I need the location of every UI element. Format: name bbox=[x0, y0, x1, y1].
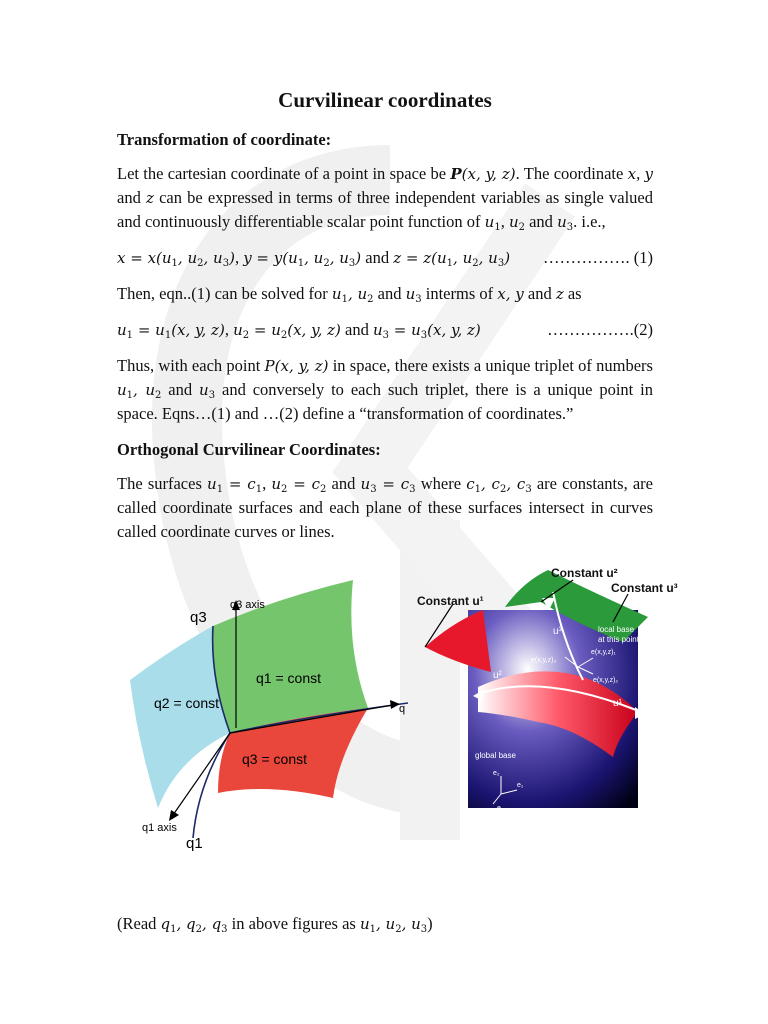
label-q3-axis: q3 axis bbox=[230, 599, 265, 611]
paragraph-solve: Then, eqn..(1) can be solved for $u_1$, $u_2$ and $u_3$ interms of x, y and z as bbox=[117, 284, 582, 305]
label-global-base: global base bbox=[475, 751, 516, 760]
label-u3: u³ bbox=[553, 626, 562, 637]
label-u2: u² bbox=[493, 670, 502, 681]
label-q: q bbox=[399, 703, 406, 715]
figure-caption: (Read $q_1$, $q_2$, $q_3$ in above figures as $u_1$, $u_2$, $u_3$) bbox=[117, 914, 433, 935]
label-e3-local: e(x,y,z)₃ bbox=[531, 657, 557, 664]
equation-2-ref: …………….(2) bbox=[547, 320, 653, 339]
paragraph-unique-triplet: Thus, with each point P(x, y, z) in space, there exists a unique triplet of numbers $u_1$, $u_2$ and $u_3$ and conversely to each such triplet, there is a unique point in space. Eqns…(1) and …(2) define a “transformation of coordinates.” bbox=[117, 356, 654, 423]
equation-1: $x = x(u_1$, $u_2$, $u_3$), $y = y(u_1$, $u_2$, $u_3$) and $z = z(u_1$, $u_2$, $u_3$) ……………. (1) bbox=[117, 248, 653, 269]
label-at-this-point: at this point bbox=[598, 635, 639, 644]
label-u1: u¹ bbox=[613, 698, 622, 709]
paragraph-transformation: Let the cartesian coordinate of a point in space be P(x, y, z). The coordinate x, y and z can be expressed in terms of three independent variables as single valued and continuously differentiable scalar point function of $u_1$, $u_2$ and $u_3$. i.e., bbox=[117, 164, 653, 233]
red-surface-left bbox=[425, 610, 491, 672]
label-constant-u2: Constant u² bbox=[551, 566, 618, 580]
document-body bbox=[117, 88, 653, 556]
heading-transformation: Transformation of coordinate: bbox=[117, 130, 332, 149]
label-e2-global: e₂ bbox=[493, 770, 500, 777]
label-local-base: local base bbox=[598, 625, 635, 634]
label-constant-u3: Constant u³ bbox=[611, 581, 678, 595]
paragraph-surfaces: The surfaces $u_1 = c_1$, $u_2 = c_2$ and $u_3 = c_3$ where $c_1$, $c_2$, $c_3$ are constants, are called coordinate surfaces and each plane of these surfaces intersect in curves called coordinate curves or lines. bbox=[117, 474, 653, 541]
label-q3: q3 bbox=[190, 609, 207, 626]
label-constant-u1: Constant u¹ bbox=[417, 594, 484, 608]
label-e3-global: e₃ bbox=[497, 805, 504, 812]
label-e1-local: e(x,y,z)₁ bbox=[591, 649, 616, 656]
label-q1-axis: q1 axis bbox=[142, 822, 177, 834]
label-e1-global: e₁ bbox=[517, 782, 524, 789]
label-e2-local: e(x,y,z)₂ bbox=[593, 677, 619, 684]
label-q3-const: q3 = const bbox=[242, 751, 307, 767]
local-base-figure bbox=[413, 562, 703, 812]
heading-orthogonal: Orthogonal Curvilinear Coordinates: bbox=[117, 440, 381, 459]
equation-2: $u_1 = u_1(x$, y, z), $u_2 = u_2(x$, y, z) and $u_3 = u_3(x$, y, z) …………….(2) bbox=[117, 320, 653, 341]
label-q2-const: q2 = const bbox=[154, 695, 219, 711]
label-q1: q1 bbox=[186, 835, 203, 852]
coordinate-surfaces-figure bbox=[118, 568, 418, 858]
label-q1-const: q1 = const bbox=[256, 670, 321, 686]
page-title: Curvilinear coordinates bbox=[278, 88, 492, 112]
equation-1-ref: ……………. (1) bbox=[543, 248, 653, 267]
